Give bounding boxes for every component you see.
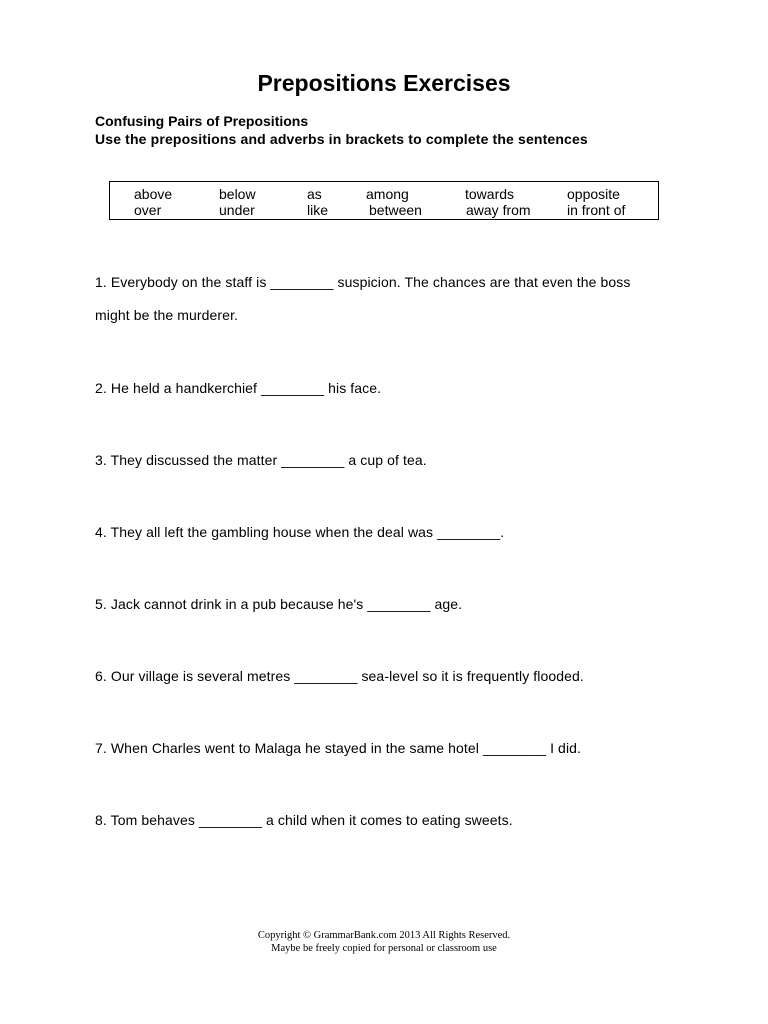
word-below: below: [219, 186, 256, 202]
word-in-front-of: in front of: [567, 202, 626, 218]
word-like: like: [307, 202, 329, 218]
word-under: under: [219, 202, 255, 218]
word-box: [109, 181, 659, 220]
sentence-7: 7. When Charles went to Malaga he stayed in the same hotel ________ I did.: [95, 740, 582, 756]
footer-copyright: Copyright © GrammarBank.com 2013 All Rights Reserved.: [257, 930, 511, 941]
word-as: as: [307, 186, 322, 202]
word-over: over: [134, 202, 162, 218]
page-title: Prepositions Exercises: [257, 70, 511, 96]
word-among: among: [366, 186, 409, 202]
word-above: above: [134, 186, 173, 202]
section-subtitle: Confusing Pairs of Prepositions: [95, 113, 309, 129]
word-towards: towards: [465, 186, 515, 202]
instructions: Use the prepositions and adverbs in brackets to complete the sentences: [95, 131, 588, 147]
word-opposite: opposite: [567, 186, 620, 202]
sentence-8: 8. Tom behaves ________ a child when it comes to eating sweets.: [95, 812, 513, 828]
sentence-4: 4. They all left the gambling house when the deal was ________.: [95, 524, 505, 540]
sentence-5: 5. Jack cannot drink in a pub because he's ________ age.: [95, 596, 463, 612]
sentence-1-continued: might be the murderer.: [95, 307, 239, 323]
sentence-3: 3. They discussed the matter ________ a cup of tea.: [95, 452, 427, 468]
sentence-1: 1. Everybody on the staff is ________ suspicion. The chances are that even the boss: [95, 274, 631, 290]
sentence-6: 6. Our village is several metres ________ sea-level so it is frequently flooded.: [95, 668, 584, 684]
sentence-2: 2. He held a handkerchief ________ his face.: [95, 380, 382, 396]
word-between: between: [369, 202, 422, 218]
footer-usage: Maybe be freely copied for personal or classroom use: [271, 943, 497, 954]
word-away-from: away from: [466, 202, 531, 218]
